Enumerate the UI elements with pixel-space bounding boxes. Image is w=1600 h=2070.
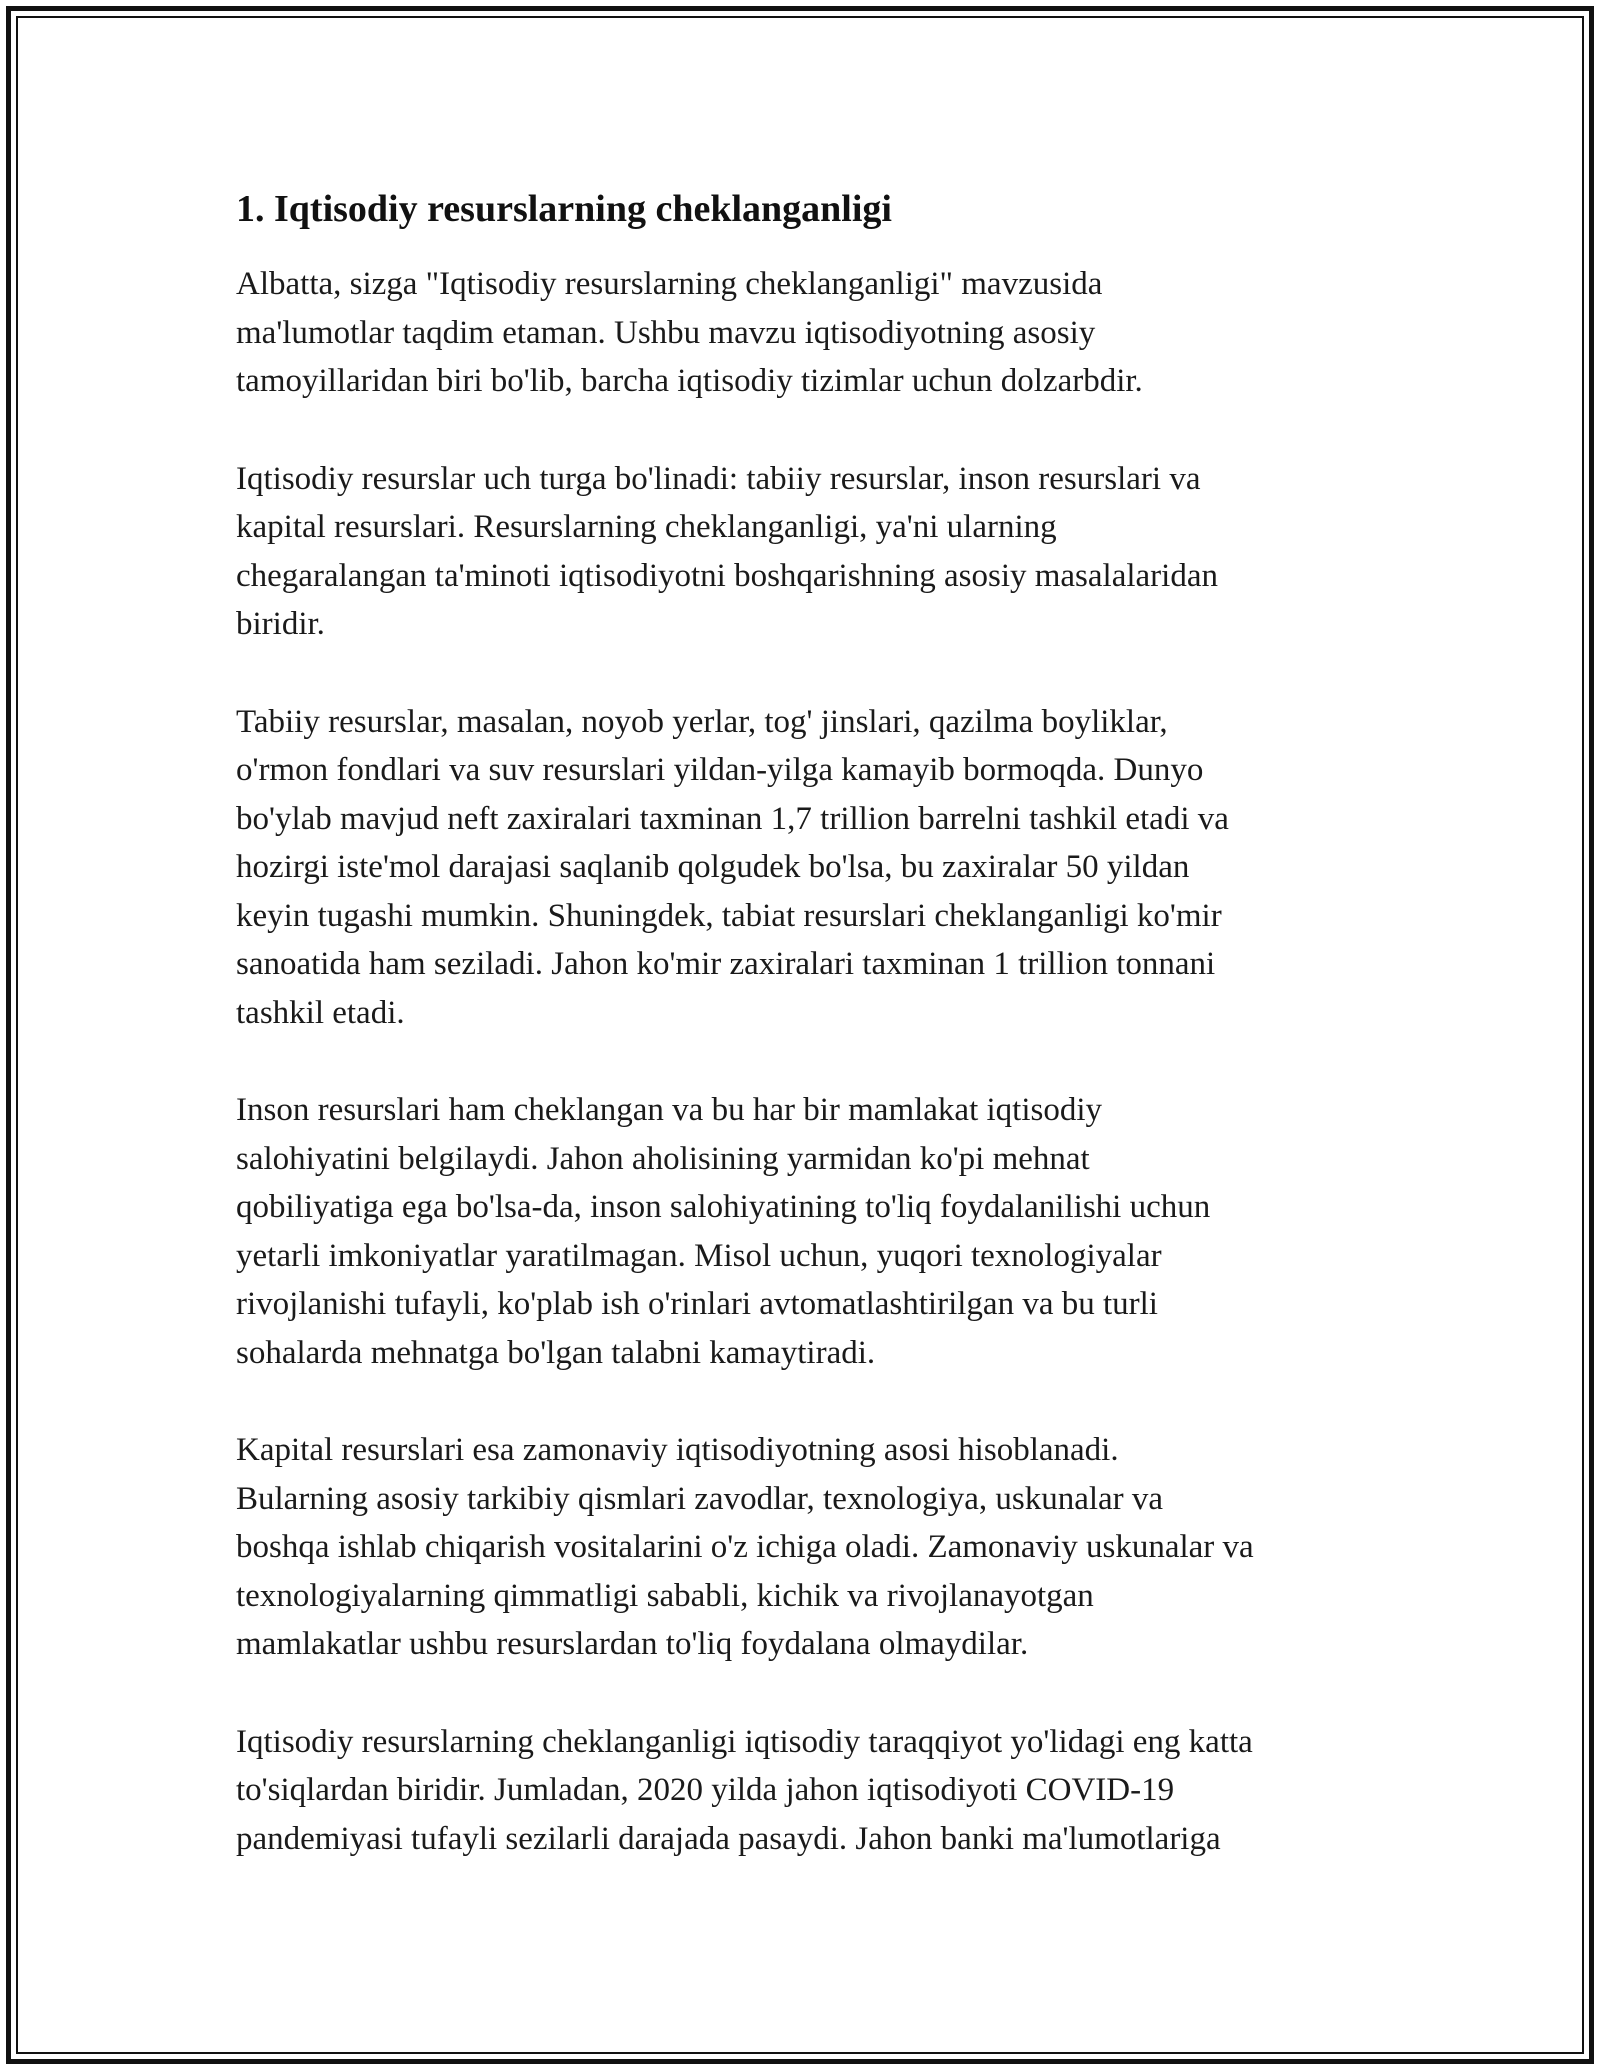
paragraph-human-resources	[236, 1086, 1376, 1377]
paragraph-natural-resources	[236, 698, 1376, 1038]
text-line: Bularning asosiy tarkibiy qismlari zavodlar, texnologiya, uskunalar va	[236, 1480, 1164, 1517]
text-line: keyin tugashi mumkin. Shuningdek, tabiat resurslari cheklanganligi ko'mir	[236, 897, 1222, 934]
text-line: hozirgi iste'mol darajasi saqlanib qolgudek bo'lsa, bu zaxiralar 50 yildan	[236, 849, 1190, 885]
text-line: yetarli imkoniyatlar yaratilmagan. Misol uchun, yuqori texnologiyalar	[236, 1237, 1162, 1274]
text-line: Kapital resurslari esa zamonaviy iqtisodiyotning asosi hisoblanadi.	[236, 1432, 1119, 1468]
text-line: boshqa ishlab chiqarish vositalarini o'z ichiga oladi. Zamonaviy uskunalar va	[236, 1529, 1254, 1565]
text-line: qobiliyatiga ega bo'lsa-da, inson salohiyatining to'liq foydalanilishi uchun	[236, 1189, 1211, 1225]
paragraph-development-obstacles	[236, 1718, 1376, 1864]
paragraph-intro	[236, 260, 1376, 406]
text-line: chegaralangan ta'minoti iqtisodiyotni boshqarishning asosiy masalalaridan	[236, 557, 1218, 594]
text-line: sohalarda mehnatga bo'lgan talabni kamaytiradi.	[236, 1334, 876, 1371]
text-line: o'rmon fondlari va suv resurslari yildan-yilga kamayib bormoqda. Dunyo	[236, 752, 1204, 788]
text-line: biridir.	[236, 606, 325, 642]
text-line: Iqtisodiy resurslarning cheklanganligi iqtisodiy taraqqiyot yo'lidagi eng katta	[236, 1723, 1253, 1760]
document-title: 1. Iqtisodiy resurslarning cheklanganligi	[236, 188, 892, 230]
text-line: mamlakatlar ushbu resurslardan to'liq foydalana olmaydilar.	[236, 1626, 1029, 1662]
text-line: to'siqlardan biridir. Jumladan, 2020 yilda jahon iqtisodiyoti COVID-19	[236, 1772, 1175, 1808]
text-line: Inson resurslari ham cheklangan va bu har bir mamlakat iqtisodiy	[236, 1092, 1103, 1128]
text-line: sanoatida ham seziladi. Jahon ko'mir zaxiralari taxminan 1 trillion tonnani	[236, 946, 1216, 982]
document-body	[236, 186, 1376, 1912]
text-line: texnologiyalarning qimmatligi sababli, kichik va rivojlanayotgan	[236, 1577, 1094, 1614]
text-line: ma'lumotlar taqdim etaman. Ushbu mavzu iqtisodiyotning asosiy	[236, 314, 1096, 351]
text-line: tashkil etadi.	[236, 994, 405, 1031]
text-line: rivojlanishi tufayli, ko'plab ish o'rinlari avtomatlashtirilgan va bu turli	[236, 1286, 1158, 1322]
text-line: salohiyatini belgilaydi. Jahon aholisining yarmidan ko'pi mehnat	[236, 1140, 1090, 1177]
text-line: Albatta, sizga "Iqtisodiy resurslarning cheklanganligi" mavzusida	[236, 266, 1103, 302]
paragraph-resource-types	[236, 455, 1376, 649]
text-line: Iqtisodiy resurslar uch turga bo'linadi: tabiiy resurslar, inson resurslari va	[236, 460, 1201, 497]
text-line: kapital resurslari. Resurslarning cheklanganligi, ya'ni ularning	[236, 509, 1057, 545]
text-line: Tabiiy resurslar, masalan, noyob yerlar, tog' jinslari, qazilma boyliklar,	[236, 703, 1168, 740]
paragraph-capital-resources	[236, 1426, 1376, 1669]
text-line: bo'ylab mavjud neft zaxiralari taxminan 1,7 trillion barrelni tashkil etadi va	[236, 800, 1229, 837]
text-line: tamoyillaridan biri bo'lib, barcha iqtisodiy tizimlar uchun dolzarbdir.	[236, 363, 1143, 399]
text-line: pandemiyasi tufayli sezilarli darajada pasaydi. Jahon banki ma'lumotlariga	[236, 1820, 1221, 1857]
